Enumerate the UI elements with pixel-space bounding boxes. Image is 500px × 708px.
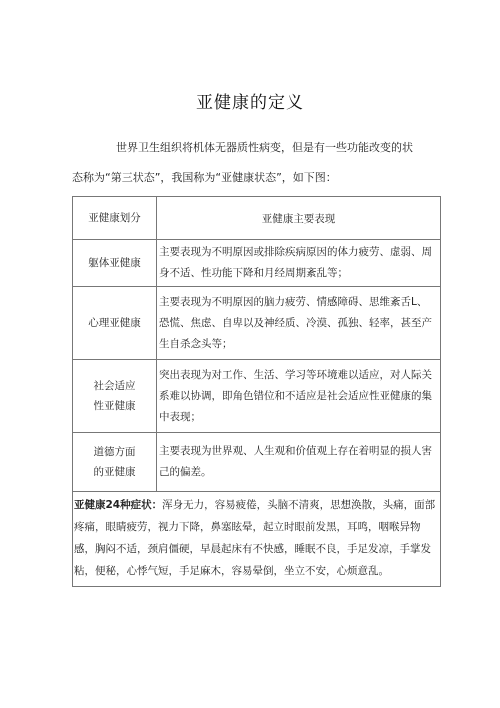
category-cell xyxy=(73,360,157,433)
category-label: 心理亚健康 xyxy=(88,317,141,329)
table-row xyxy=(73,287,441,360)
category-cell xyxy=(73,240,157,287)
intro-line-2: 态称为“第三状态”，我国称为“亚健康状态”，如下图： xyxy=(72,171,337,184)
table-header-row xyxy=(73,197,441,240)
category-label: 躯体亚健康 xyxy=(88,257,141,269)
intro-paragraph xyxy=(72,133,432,193)
symptoms-cell xyxy=(73,492,441,587)
description-cell: 主要表现为不明原因或排除疾病原因的体力疲劳、虚弱、周身不适、性功能下降和月经周期紊乱等； xyxy=(157,240,441,287)
symptoms-label: 亚健康24种症状： xyxy=(74,499,163,511)
symptoms-row xyxy=(73,492,441,587)
symptoms-text: 浑身无力，容易疲倦，头脑不清爽，思想涣散，头痛，面部疼痛，眼睛疲劳，视力下降，鼻塞眩晕，起立时眼前发黑，耳鸣，咽喉异物感，胸闷不适，颈肩僵硬，早晨起床有不快感，睡眠不良，手足发凉，手掌发粘，便秘，心悸气短，手足麻木，容易晕倒，坐立不安，心烦意乱。 xyxy=(74,499,436,577)
category-label-line-2: 性亚健康 xyxy=(93,400,136,412)
header-description-cell: 亚健康主要表现 xyxy=(157,197,441,240)
category-cell xyxy=(73,287,157,360)
table-row xyxy=(73,360,441,433)
table-row xyxy=(73,433,441,492)
category-label-line-1: 社会适应 xyxy=(93,380,136,392)
intro-line-1: 世界卫生组织将机体无器质性病变，但是有一些功能改变的状 xyxy=(116,141,413,154)
subhealth-table xyxy=(72,196,441,587)
header-category-cell: 亚健康划分 xyxy=(73,197,157,240)
table-row xyxy=(73,240,441,287)
description-cell: 主要表现为世界观、人生观和价值观上存在着明显的损人害己的偏差。 xyxy=(157,433,441,492)
category-label-line-2: 的亚健康 xyxy=(93,466,136,478)
category-cell xyxy=(73,433,157,492)
description-cell: 主要表现为不明原因的脑力疲劳、情感障碍、思维紊舌L、恐慌、焦虑、自卑以及神经质、冷漠、孤独、轻率，甚至产生自杀念头等； xyxy=(157,287,441,360)
description-cell: 突出表现为对工作、生活、学习等环境难以适应，对人际关系难以协调，即角色错位和不适应是社会适应性亚健康的集中表现； xyxy=(157,360,441,433)
category-label-line-1: 道德方面 xyxy=(93,446,136,458)
page-title: 亚健康的定义 xyxy=(196,93,304,113)
